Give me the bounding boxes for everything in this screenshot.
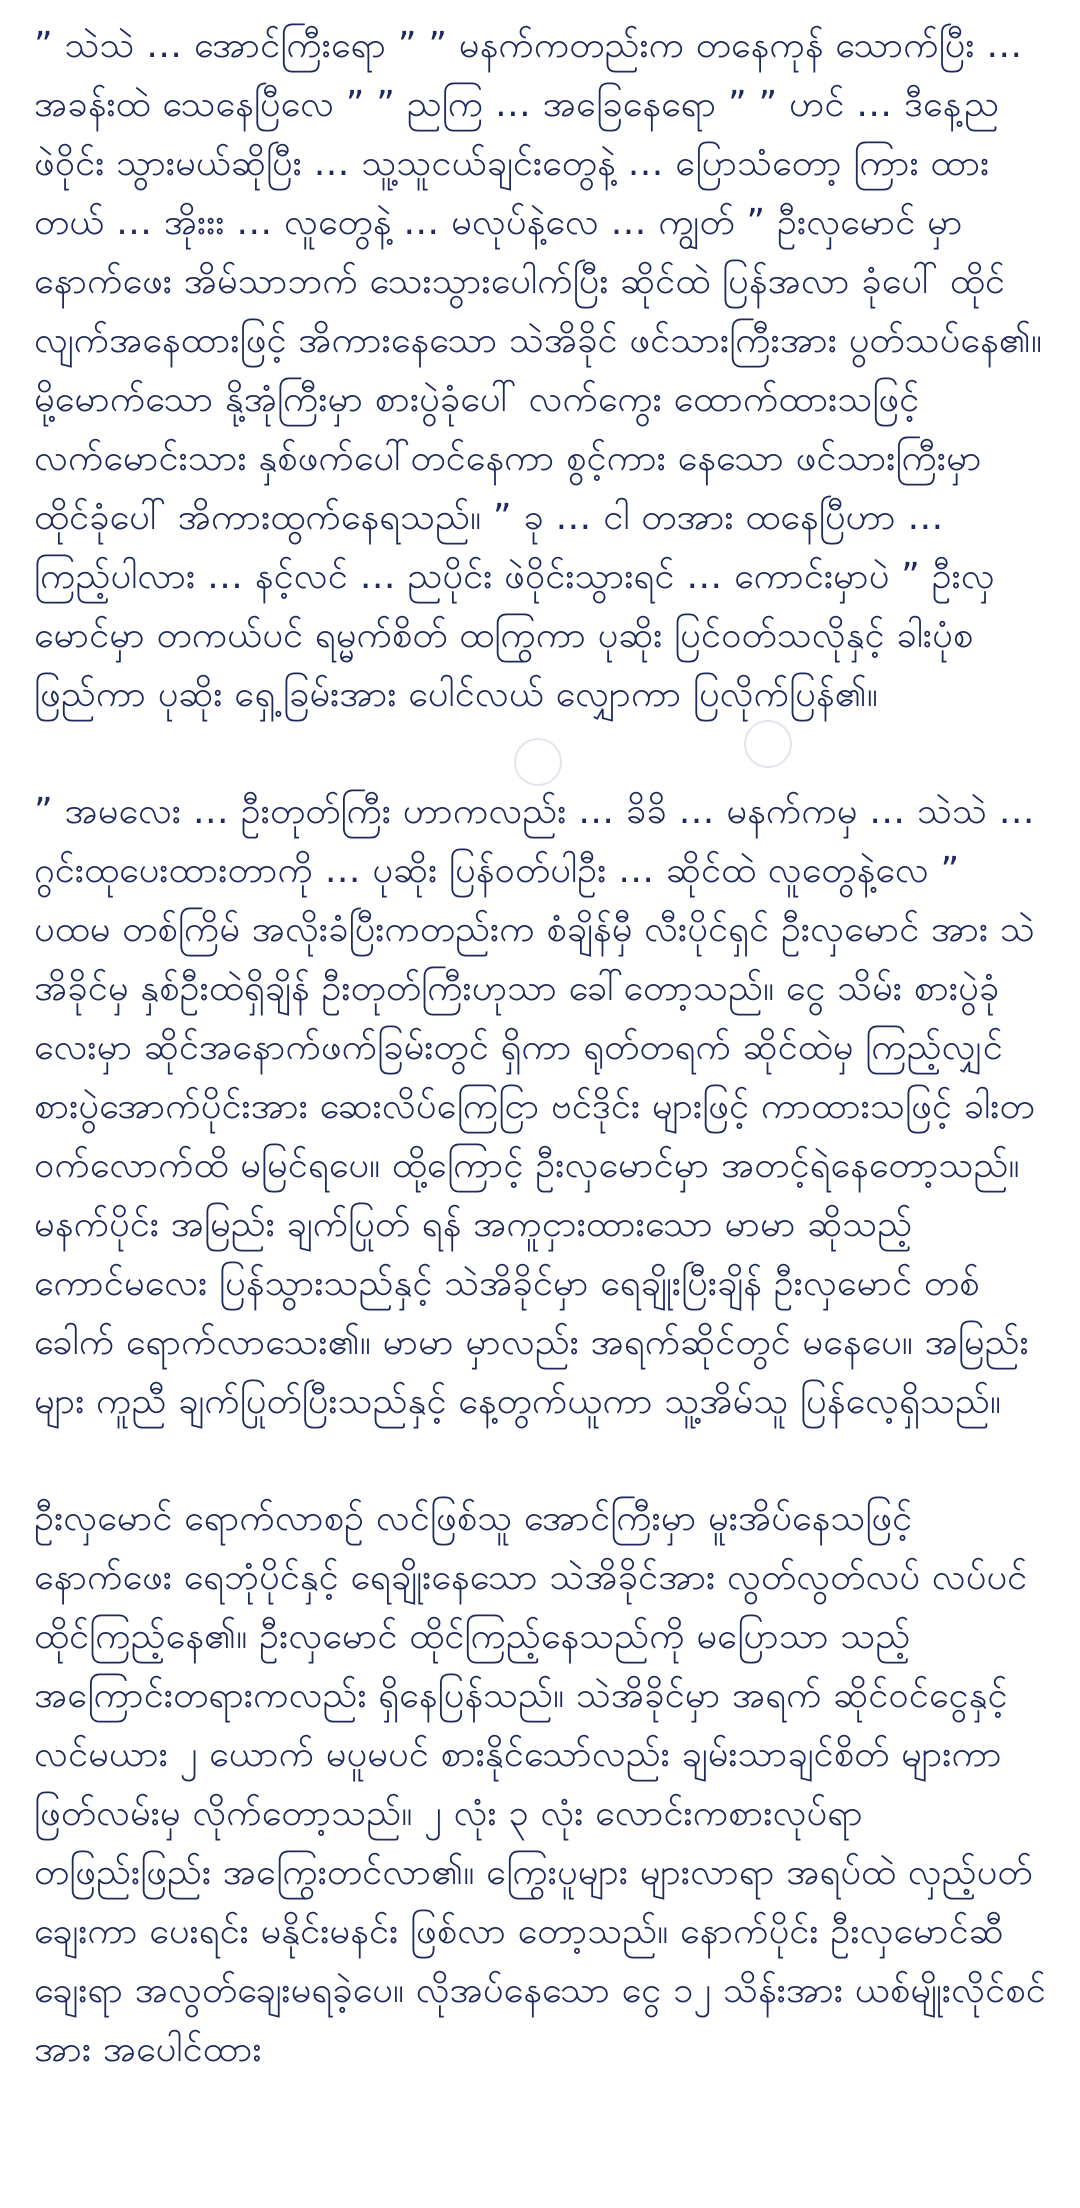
article-paragraph-2: ” အမလေး … ဦးတုတ်ကြီး ဟာကလည်း … ခိခိ … မနက်ကမှ … သဲသဲ … ဂွင်းထုပေးထားတာကို … ပုဆိုး ပြန်ဝတ်ပါဦး … ဆိုင်ထဲ လူတွေနဲ့လေ ” ပထမ တစ်ကြိမ် အလိုးခံပြီးကတည်းက စံချိန်မှီ လီးပိုင်ရှင် ဦးလှမောင် အား သဲအိခိုင်မှ နှစ်ဦးထဲရှိချိန် ဦးတုတ်ကြီးဟုသာ ခေါ်တော့သည်။ ငွေ သိမ်း စားပွဲခုံလေးမှာ ဆိုင်အနောက်ဖက်ခြမ်းတွင် ရှိကာ ရုတ်တရက် ဆိုင်ထဲမှ ကြည့်လျှင် စားပွဲအောက်ပိုင်းအား ဆေးလိပ်ကြေငြာ ဗင်ဒိုင်း များဖြင့် ကာထားသဖြင့် ခါးတဝက်လောက်ထိ မမြင်ရပေ။ ထို့ကြောင့် ဦးလှမောင်မှာ အတင့်ရဲနေတော့သည်။ မနက်ပိုင်း အမြည်း ချက်ပြုတ် ရန် အကူငှားထားသော မာမာ ဆိုသည့် ကောင်မလေး ပြန်သွားသည်နှင့် သဲအိခိုင်မှာ ရေချိုးပြီးချိန် ဦးလှမောင် တစ်ခေါက် ရောက်လာသေး၏။ မာမာ မှာလည်း အရက်ဆိုင်တွင် မနေပေ။ အမြည်းများ ကူညီ ချက်ပြုတ်ပြီးသည်နှင့် နေ့တွက်ယူကာ သူ့အိမ်သူ ပြန်လေ့ရှိသည်။ bbox=[34, 791, 1035, 1422]
faint-circle-mark bbox=[514, 738, 562, 786]
faint-circle-mark bbox=[744, 720, 792, 768]
article-body bbox=[34, 16, 1046, 2137]
article-paragraph-1: ” သဲသဲ … အောင်ကြီးရော ” ” မနက်ကတည်းက တနေကုန် သောက်ပြီး … အခန်းထဲ သေနေပြီလေ ” ” ညကြ … အခြေနေရော ” ” ဟင် … ဒီနေ့ည ဖဲဝိုင်း သွားမယ်ဆိုပြီး … သူ့သူငယ်ချင်းတွေနဲ့ … ပြောသံတော့ ကြား ထားတယ် … အိုးးး … လူတွေနဲ့ … မလုပ်နဲ့လေ … ကျွတ် ” ဦးလှမောင် မှာ နောက်ဖေး အိမ်သာဘက် သေးသွားပေါက်ပြီး ဆိုင်ထဲ ပြန်အလာ ခုံပေါ် ထိုင်လျက်အနေထားဖြင့် အိကားနေသော သဲအိခိုင် ဖင်သားကြီးအား ပွတ်သပ်နေ၏။ မို့မောက်သော နို့အုံကြီးမှာ စားပွဲခုံပေါ် လက်ကွေး ထောက်ထားသဖြင့် လက်မောင်းသား နှစ်ဖက်ပေါ်တင်နေကာ စွင့်ကား နေသော ဖင်သားကြီးမှာ ထိုင်ခုံပေါ် အိကားထွက်နေရသည်။ ” ခု … ငါ တအား ထနေပြီဟာ … ကြည့်ပါလား … နင့်လင် … ညပိုင်း ဖဲဝိုင်းသွားရင် … ကောင်းမှာပဲ ” ဦးလှမောင်မှာ တကယ်ပင် ရမ္မက်စိတ် ထကြွကာ ပုဆိုး ပြင်ဝတ်သလိုနှင့် ခါးပုံစ ဖြည်ကာ ပုဆိုး ရှေ့ခြမ်းအား ပေါင်လယ် လျှောကာ ပြလိုက်ပြန်၏။ bbox=[34, 25, 1043, 715]
article-paragraph-3: ဦးလှမောင် ရောက်လာစဉ် လင်ဖြစ်သူ အောင်ကြီးမှာ မူးအိပ်နေသဖြင့် နောက်ဖေး ရေဘုံပိုင်နှင့် ရေချိုးနေသော သဲအိခိုင်အား လွတ်လွတ်လပ် လပ်ပင် ထိုင်ကြည့်နေ၏။ ဦးလှမောင် ထိုင်ကြည့်နေသည်ကို မပြောသာ သည့် အကြောင်းတရားကလည်း ရှိနေပြန်သည်။ သဲအိခိုင်မှာ အရက် ဆိုင်ဝင်ငွေနှင့် လင်မယား ၂ ယောက် မပူမပင် စားနိုင်သော်လည်း ချမ်းသာချင်စိတ် များကာ ဖြတ်လမ်းမှ လိုက်တော့သည်။ ၂ လုံး ၃ လုံး လောင်းကစားလုပ်ရာ တဖြည်းဖြည်း အကြွေးတင်လာ၏။ ကြွေးပူများ များလာရာ အရပ်ထဲ လှည့်ပတ်ချေးကာ ပေးရင်း မနိုင်းမနင်း ဖြစ်လာ တော့သည်။ နောက်ပိုင်း ဦးလှမောင်ဆီ ချေးရာ အလွတ်ချေးမရခဲ့ပေ။ လိုအပ်နေသော ငွေ ၁၂ သိန်းအား ယစ်မျိုးလိုင်စင်အား အပေါင်ထား bbox=[34, 1498, 1046, 2070]
